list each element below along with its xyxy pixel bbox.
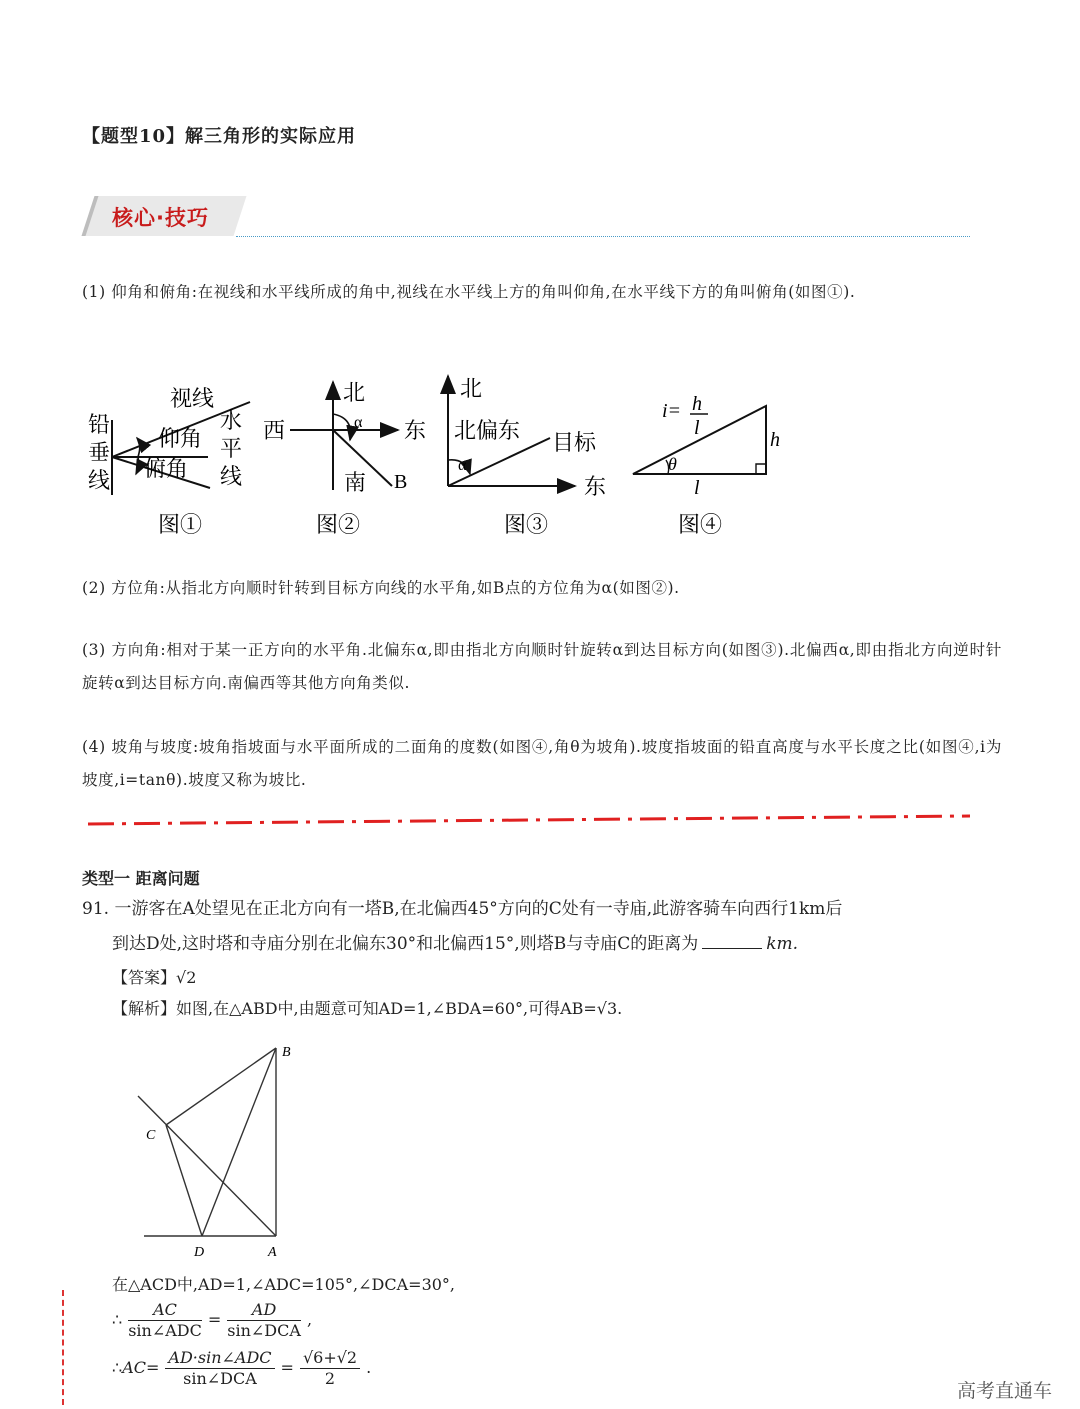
fig1-vertical-3: 线 [88, 468, 111, 493]
fig1-vertical-1: 铅 [88, 412, 111, 437]
question-number: 91. [82, 899, 110, 919]
figure-1 [88, 386, 250, 537]
fig1-horizontal-3: 线 [220, 464, 243, 489]
fig1-elevation: 仰角 [158, 426, 203, 451]
analysis-text: 如图,在△ABD中,由题意可知AD=1,∠BDA=60°,可得AB=√3. [176, 999, 623, 1018]
fig1-horizontal-1: 水 [220, 408, 243, 433]
answer-value: √2 [176, 968, 197, 987]
frac4-denominator: 2 [324, 1369, 336, 1388]
point-c-label: C [146, 1128, 156, 1143]
question-text-2: 到达D处,这时塔和寺庙分别在北偏东30°和北偏西15°,则塔B与寺庙C的距离为 [112, 934, 699, 954]
fig3-caption: 图③ [504, 512, 549, 537]
analysis-label: 【解析】 [112, 999, 177, 1018]
question-text-1: 一游客在A处望见在正北方向有一塔B,在北偏西45°方向的C处有一寺庙,此游客骑车向西行1km后 [114, 899, 843, 919]
fig4-l: l [694, 477, 700, 499]
fig2-alpha: α [354, 414, 363, 431]
frac1-numerator: AC [128, 1300, 202, 1321]
banner-divider [236, 236, 970, 237]
fig3-alpha: α [458, 457, 467, 474]
fig2-north: 北 [343, 380, 366, 405]
fig4-l-den: l [694, 417, 700, 439]
fig1-depression: 俯角 [144, 456, 189, 481]
ac-term: AC [122, 1358, 146, 1377]
tip-2: (2) 方位角:从指北方向顺时针转到目标方向线的水平角,如B点的方位角为α(如图②). [82, 579, 680, 597]
period: . [366, 1358, 372, 1377]
fig1-sight: 视线 [170, 386, 215, 411]
tip-4: (4) 坡角与坡度:坡角指坡面与水平面所成的二面角的度数(如图④,角θ为坡角).坡度指坡面的铅直高度与水平长度之比(如图④,i为坡度,i=tanθ).坡度又称为坡比. [82, 738, 1002, 789]
question-91-cont [112, 928, 992, 961]
banner-label: 核心·技巧 [112, 206, 209, 230]
section-title: 类型一 距离问题 [82, 869, 200, 888]
fig4-h: h [770, 429, 780, 451]
therefore-symbol-1: ∴ [112, 1310, 123, 1329]
frac1-denominator: sin∠ADC [128, 1321, 202, 1340]
fig3-direction: 北偏东 [454, 418, 521, 443]
fig2-point-b: B [394, 471, 408, 493]
fig4-i: i= [662, 400, 682, 422]
frac2-numerator: AD [227, 1300, 301, 1321]
triangle-diagram [130, 1036, 300, 1266]
fig4-h-num: h [692, 393, 702, 415]
tip-3: (3) 方向角:相对于某一正方向的水平角.北偏东α,即由指北方向顺时针旋转α到达目标方向(如图③).北偏西α,即由指北方向逆时针旋转α到达目标方向.南偏西等其他方向角类似. [82, 641, 1002, 692]
frac3-denominator: sin∠DCA [183, 1369, 257, 1388]
fraction-ac-sin-adc [128, 1300, 202, 1341]
fraction-ad-sin-dca [227, 1300, 301, 1341]
page-title: 【题型10】解三角形的实际应用 [82, 126, 357, 147]
tip-1: (1) 仰角和俯角:在视线和水平线所成的角中,视线在水平线上方的角叫仰角,在水平线下方的角叫俯角(如图①). [82, 283, 856, 301]
point-d-label: D [194, 1245, 205, 1260]
fraction-result [300, 1348, 360, 1389]
watermark: 高考直通车 [956, 1380, 1052, 1402]
fig1-horizontal-2: 平 [220, 436, 243, 461]
frac2-denominator: sin∠DCA [227, 1321, 301, 1340]
fig1-vertical-2: 垂 [88, 440, 111, 465]
core-tips-banner [88, 196, 236, 236]
solution-line-2 [112, 1300, 312, 1341]
equals-3: = [280, 1358, 294, 1377]
fig3-north: 北 [460, 376, 483, 401]
fraction-ad-sin [165, 1348, 274, 1389]
answer-blank [702, 948, 762, 949]
analysis-line [112, 994, 992, 1024]
frac3-numerator: AD·sin∠ADC [165, 1348, 274, 1369]
left-margin-dash [62, 1290, 64, 1405]
figure-2 [263, 380, 426, 537]
point-a-label: A [268, 1245, 277, 1260]
figure-3 [448, 376, 606, 537]
section-divider [82, 812, 974, 828]
angle-figures [80, 370, 800, 545]
fig2-east: 东 [404, 418, 427, 443]
fig2-west: 西 [263, 418, 286, 443]
fig3-east: 东 [584, 474, 607, 499]
answer-line [112, 963, 1032, 993]
fig2-south: 南 [344, 470, 367, 495]
question-91 [82, 893, 1002, 926]
comma: , [306, 1310, 313, 1329]
answer-label: 【答案】 [112, 968, 177, 987]
frac4-numerator: √6+√2 [300, 1348, 360, 1369]
fig2-caption: 图② [316, 512, 361, 537]
equals-1: = [207, 1310, 222, 1329]
fig4-theta: θ [668, 454, 677, 474]
therefore-symbol-2: ∴ [112, 1358, 123, 1377]
fig3-target: 目标 [552, 430, 597, 455]
figure-4 [633, 393, 780, 537]
fig4-caption: 图④ [678, 512, 723, 537]
point-b-label: B [282, 1045, 291, 1060]
solution-line-3 [112, 1348, 371, 1389]
question-unit: km. [766, 934, 799, 954]
equals-2: = [145, 1358, 160, 1377]
fig1-caption: 图① [158, 512, 203, 537]
solution-line-1: 在△ACD中,AD=1,∠ADC=105°,∠DCA=30°, [112, 1275, 456, 1294]
